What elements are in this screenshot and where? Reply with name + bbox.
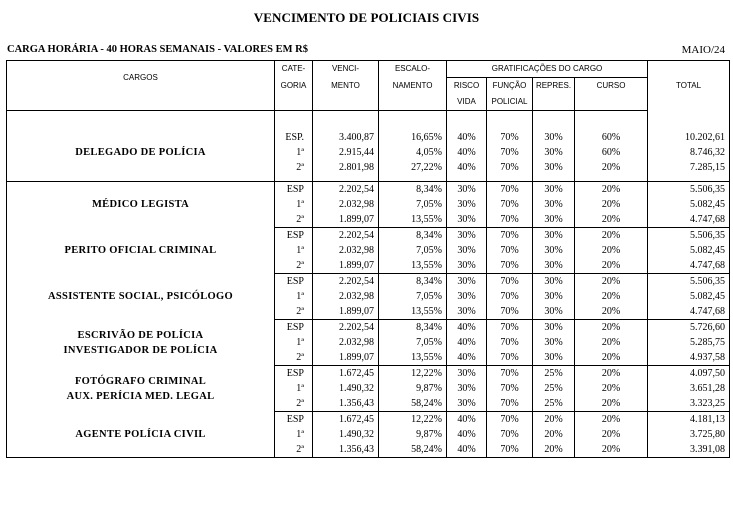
representacao-cell: 30% xyxy=(533,182,575,198)
vencimento-cell: 2.032,98 xyxy=(313,289,379,304)
vencimento-cell: 2.032,98 xyxy=(313,197,379,212)
total-cell: 4.747,68 xyxy=(648,258,730,274)
categoria-cell: 1ª xyxy=(275,243,313,258)
table-row xyxy=(7,182,730,198)
funcao-policial-cell: 70% xyxy=(487,160,533,175)
categoria-cell: ESP xyxy=(275,274,313,290)
cargo-name-line: AUX. PERÍCIA MED. LEGAL xyxy=(66,390,215,402)
spacer-row xyxy=(7,111,730,131)
escalonamento-cell: 13,55% xyxy=(379,350,447,366)
risco-vida-cell: 30% xyxy=(447,243,487,258)
representacao-cell: 30% xyxy=(533,274,575,290)
funcao-policial-cell: 70% xyxy=(487,258,533,274)
vencimento-cell: 2.202,54 xyxy=(313,228,379,244)
escalonamento-cell: 16,65% xyxy=(379,130,447,145)
vencimento-cell: 2.032,98 xyxy=(313,335,379,350)
spacer-cell xyxy=(447,111,487,131)
document-title: VENCIMENTO DE POLICIAIS CIVIS xyxy=(253,10,480,25)
total-cell: 3.651,28 xyxy=(648,381,730,396)
representacao-cell: 20% xyxy=(533,442,575,458)
risco-vida-cell: 40% xyxy=(447,130,487,145)
total-cell: 3.323,25 xyxy=(648,396,730,412)
total-cell: 10.202,61 xyxy=(648,130,730,145)
cargo-name xyxy=(7,274,275,320)
risco-vida-cell: 30% xyxy=(447,304,487,320)
categoria-cell: ESP xyxy=(275,228,313,244)
header-funcao-2: POLICIAL xyxy=(487,94,533,111)
escalonamento-cell: 7,05% xyxy=(379,197,447,212)
total-cell: 3.725,80 xyxy=(648,427,730,442)
funcao-policial-cell: 70% xyxy=(487,289,533,304)
escalonamento-cell: 27,22% xyxy=(379,160,447,175)
risco-vida-cell: 30% xyxy=(447,182,487,198)
curso-cell: 20% xyxy=(575,274,648,290)
representacao-cell: 25% xyxy=(533,381,575,396)
curso-cell: 20% xyxy=(575,335,648,350)
representacao-cell: 30% xyxy=(533,197,575,212)
funcao-policial-cell: 70% xyxy=(487,320,533,336)
spacer-cell xyxy=(648,111,730,131)
risco-vida-cell: 30% xyxy=(447,258,487,274)
representacao-cell: 20% xyxy=(533,427,575,442)
funcao-policial-cell: 70% xyxy=(487,427,533,442)
vencimento-cell: 2.202,54 xyxy=(313,182,379,198)
representacao-cell: 30% xyxy=(533,320,575,336)
representacao-cell: 30% xyxy=(533,304,575,320)
categoria-cell: 1ª xyxy=(275,289,313,304)
funcao-policial-cell: 70% xyxy=(487,396,533,412)
funcao-policial-cell: 70% xyxy=(487,197,533,212)
curso-cell: 20% xyxy=(575,442,648,458)
representacao-cell: 30% xyxy=(533,258,575,274)
curso-cell: 20% xyxy=(575,350,648,366)
vencimento-cell: 1.899,07 xyxy=(313,212,379,228)
curso-cell: 20% xyxy=(575,366,648,382)
escalonamento-cell: 7,05% xyxy=(379,243,447,258)
cargo-name-line: ESCRIVÃO DE POLÍCIA xyxy=(77,329,204,341)
table-row xyxy=(7,130,730,145)
funcao-policial-cell: 70% xyxy=(487,412,533,428)
categoria-cell: 1ª xyxy=(275,197,313,212)
vencimento-cell: 1.672,45 xyxy=(313,366,379,382)
cargo-name-line: PERITO OFICIAL CRIMINAL xyxy=(64,245,217,256)
reference-month: MAIO/24 xyxy=(681,44,725,56)
vencimento-cell: 3.400,87 xyxy=(313,130,379,145)
vencimento-cell: 1.672,45 xyxy=(313,412,379,428)
risco-vida-cell: 40% xyxy=(447,427,487,442)
escalonamento-cell: 4,05% xyxy=(379,145,447,160)
header-escalonamento-2: NAMENTO xyxy=(379,78,447,95)
spacer-cell xyxy=(275,111,313,131)
header-repres: REPRES. xyxy=(533,78,575,95)
categoria-cell: 1ª xyxy=(275,427,313,442)
escalonamento-cell: 7,05% xyxy=(379,289,447,304)
risco-vida-cell: 30% xyxy=(447,212,487,228)
curso-cell: 20% xyxy=(575,160,648,175)
total-cell: 4.097,50 xyxy=(648,366,730,382)
escalonamento-cell: 12,22% xyxy=(379,366,447,382)
representacao-cell: 30% xyxy=(533,145,575,160)
cargo-name-line: DELEGADO DE POLÍCIA xyxy=(75,147,206,158)
vencimento-cell: 1.356,43 xyxy=(313,442,379,458)
vencimento-cell: 1.899,07 xyxy=(313,304,379,320)
cargo-name-line: FOTÓGRAFO CRIMINAL xyxy=(74,375,207,387)
header-categoria-2: GORIA xyxy=(275,78,313,95)
vencimento-cell: 1.899,07 xyxy=(313,350,379,366)
risco-vida-cell: 30% xyxy=(447,197,487,212)
representacao-cell: 25% xyxy=(533,366,575,382)
categoria-cell: 1ª xyxy=(275,145,313,160)
header-funcao-1: FUNÇÃO xyxy=(487,78,533,95)
risco-vida-cell: 30% xyxy=(447,381,487,396)
risco-vida-cell: 30% xyxy=(447,289,487,304)
curso-cell: 20% xyxy=(575,304,648,320)
total-cell: 4.181,13 xyxy=(648,412,730,428)
table-row xyxy=(7,320,730,336)
cargo-name xyxy=(7,320,275,366)
vencimento-cell: 1.356,43 xyxy=(313,396,379,412)
curso-cell: 60% xyxy=(575,145,648,160)
curso-cell: 20% xyxy=(575,243,648,258)
header-escalonamento-cont xyxy=(379,94,447,111)
cargo-name-line: ASSISTENTE SOCIAL, PSICÓLOGO xyxy=(48,291,233,302)
curso-cell: 20% xyxy=(575,396,648,412)
funcao-policial-cell: 70% xyxy=(487,304,533,320)
header-gratificacoes: GRATIFICAÇÕES DO CARGO xyxy=(447,61,648,78)
curso-cell: 20% xyxy=(575,289,648,304)
risco-vida-cell: 30% xyxy=(447,366,487,382)
vencimento-cell: 2.032,98 xyxy=(313,243,379,258)
categoria-cell: 2ª xyxy=(275,350,313,366)
table-row xyxy=(7,366,730,382)
total-cell: 4.937,58 xyxy=(648,350,730,366)
vencimento-cell: 2.801,98 xyxy=(313,160,379,175)
spacer-cell xyxy=(379,111,447,131)
escalonamento-cell: 7,05% xyxy=(379,335,447,350)
curso-cell: 60% xyxy=(575,130,648,145)
funcao-policial-cell: 70% xyxy=(487,145,533,160)
escalonamento-cell: 13,55% xyxy=(379,258,447,274)
curso-cell: 20% xyxy=(575,212,648,228)
vencimento-cell: 1.490,32 xyxy=(313,427,379,442)
header-risco-2: VIDA xyxy=(447,94,487,111)
funcao-policial-cell: 70% xyxy=(487,182,533,198)
header-row-3 xyxy=(7,94,730,111)
funcao-policial-cell: 70% xyxy=(487,442,533,458)
categoria-cell: ESP xyxy=(275,366,313,382)
header-curso-cont xyxy=(575,94,648,111)
vencimento-cell: 2.915,44 xyxy=(313,145,379,160)
document-subtitle: CARGA HORÁRIA - 40 HORAS SEMANAIS - VALORES EM R$ xyxy=(7,44,308,55)
table-row xyxy=(7,228,730,244)
cargo-name-line: INVESTIGADOR DE POLÍCIA xyxy=(63,344,218,356)
vencimento-cell: 1.899,07 xyxy=(313,258,379,274)
cargo-name-line: MÉDICO LEGISTA xyxy=(91,199,190,211)
risco-vida-cell: 40% xyxy=(447,412,487,428)
salary-table xyxy=(6,60,730,458)
funcao-policial-cell: 70% xyxy=(487,228,533,244)
total-cell: 3.391,08 xyxy=(648,442,730,458)
curso-cell: 20% xyxy=(575,427,648,442)
header-curso: CURSO xyxy=(575,78,648,95)
curso-cell: 20% xyxy=(575,381,648,396)
risco-vida-cell: 30% xyxy=(447,228,487,244)
cargo-name xyxy=(7,228,275,274)
escalonamento-cell: 8,34% xyxy=(379,182,447,198)
total-cell: 5.082,45 xyxy=(648,289,730,304)
escalonamento-cell: 58,24% xyxy=(379,442,447,458)
representacao-cell: 30% xyxy=(533,228,575,244)
curso-cell: 20% xyxy=(575,412,648,428)
risco-vida-cell: 40% xyxy=(447,442,487,458)
categoria-cell: ESP xyxy=(275,412,313,428)
vencimento-cell: 2.202,54 xyxy=(313,320,379,336)
representacao-cell: 30% xyxy=(533,130,575,145)
header-row-1 xyxy=(7,61,730,78)
total-cell: 7.285,15 xyxy=(648,160,730,175)
cargo-name-line: AGENTE POLÍCIA CIVIL xyxy=(75,428,206,440)
escalonamento-cell: 13,55% xyxy=(379,304,447,320)
total-cell: 5.506,35 xyxy=(648,274,730,290)
categoria-cell: ESP xyxy=(275,320,313,336)
total-cell: 5.285,75 xyxy=(648,335,730,350)
header-categoria-cont xyxy=(275,94,313,111)
total-cell: 8.746,32 xyxy=(648,145,730,160)
escalonamento-cell: 8,34% xyxy=(379,320,447,336)
funcao-policial-cell: 70% xyxy=(487,212,533,228)
spacer-cell xyxy=(313,111,379,131)
total-cell: 5.726,60 xyxy=(648,320,730,336)
categoria-cell: 2ª xyxy=(275,160,313,175)
risco-vida-cell: 40% xyxy=(447,145,487,160)
cargo-name xyxy=(7,412,275,458)
total-cell: 4.747,68 xyxy=(648,212,730,228)
header-cargos: CARGOS xyxy=(7,61,275,95)
header-risco-1: RISCO xyxy=(447,78,487,95)
risco-vida-cell: 40% xyxy=(447,320,487,336)
total-cell: 5.506,35 xyxy=(648,228,730,244)
cargo-name xyxy=(7,182,275,228)
cargo-name xyxy=(7,130,275,175)
risco-vida-cell: 40% xyxy=(447,160,487,175)
risco-vida-cell: 40% xyxy=(447,350,487,366)
categoria-cell: 1ª xyxy=(275,335,313,350)
risco-vida-cell: 30% xyxy=(447,396,487,412)
funcao-policial-cell: 70% xyxy=(487,381,533,396)
representacao-cell: 30% xyxy=(533,243,575,258)
total-cell: 5.082,45 xyxy=(648,197,730,212)
categoria-cell: 2ª xyxy=(275,304,313,320)
vencimento-cell: 1.490,32 xyxy=(313,381,379,396)
representacao-cell: 30% xyxy=(533,160,575,175)
risco-vida-cell: 40% xyxy=(447,335,487,350)
representacao-cell: 30% xyxy=(533,350,575,366)
representacao-cell: 20% xyxy=(533,412,575,428)
curso-cell: 20% xyxy=(575,258,648,274)
header-vencimento-cont xyxy=(313,94,379,111)
escalonamento-cell: 12,22% xyxy=(379,412,447,428)
header-total: TOTAL xyxy=(648,61,730,111)
total-cell: 4.747,68 xyxy=(648,304,730,320)
categoria-cell: 2ª xyxy=(275,442,313,458)
representacao-cell: 30% xyxy=(533,335,575,350)
representacao-cell: 25% xyxy=(533,396,575,412)
curso-cell: 20% xyxy=(575,228,648,244)
representacao-cell: 30% xyxy=(533,212,575,228)
total-cell: 5.082,45 xyxy=(648,243,730,258)
escalonamento-cell: 58,24% xyxy=(379,396,447,412)
header-categoria-1: CATE- xyxy=(275,61,313,78)
categoria-cell: ESP xyxy=(275,182,313,198)
header-vencimento-1: VENCI- xyxy=(313,61,379,78)
spacer-cell xyxy=(533,111,575,131)
categoria-cell: 2ª xyxy=(275,258,313,274)
spacer-cell xyxy=(575,111,648,131)
spacer-cell xyxy=(487,111,533,131)
escalonamento-cell: 13,55% xyxy=(379,212,447,228)
funcao-policial-cell: 70% xyxy=(487,243,533,258)
funcao-policial-cell: 70% xyxy=(487,366,533,382)
escalonamento-cell: 8,34% xyxy=(379,228,447,244)
categoria-cell: 2ª xyxy=(275,212,313,228)
total-cell: 5.506,35 xyxy=(648,182,730,198)
categoria-cell: 2ª xyxy=(275,396,313,412)
header-vencimento-2: MENTO xyxy=(313,78,379,95)
vencimento-cell: 2.202,54 xyxy=(313,274,379,290)
representacao-cell: 30% xyxy=(533,289,575,304)
spacer-cell xyxy=(7,111,275,131)
header-repres-cont xyxy=(533,94,575,111)
funcao-policial-cell: 70% xyxy=(487,350,533,366)
curso-cell: 20% xyxy=(575,197,648,212)
escalonamento-cell: 9,87% xyxy=(379,381,447,396)
curso-cell: 20% xyxy=(575,320,648,336)
table-row xyxy=(7,412,730,428)
header-cargos-cont xyxy=(7,94,275,111)
risco-vida-cell: 30% xyxy=(447,274,487,290)
funcao-policial-cell: 70% xyxy=(487,130,533,145)
escalonamento-cell: 8,34% xyxy=(379,274,447,290)
cargo-name xyxy=(7,366,275,412)
categoria-cell: 1ª xyxy=(275,381,313,396)
header-escalonamento-1: ESCALO- xyxy=(379,61,447,78)
funcao-policial-cell: 70% xyxy=(487,335,533,350)
curso-cell: 20% xyxy=(575,182,648,198)
funcao-policial-cell: 70% xyxy=(487,274,533,290)
categoria-cell: ESP. xyxy=(275,130,313,145)
escalonamento-cell: 9,87% xyxy=(379,427,447,442)
table-row xyxy=(7,274,730,290)
